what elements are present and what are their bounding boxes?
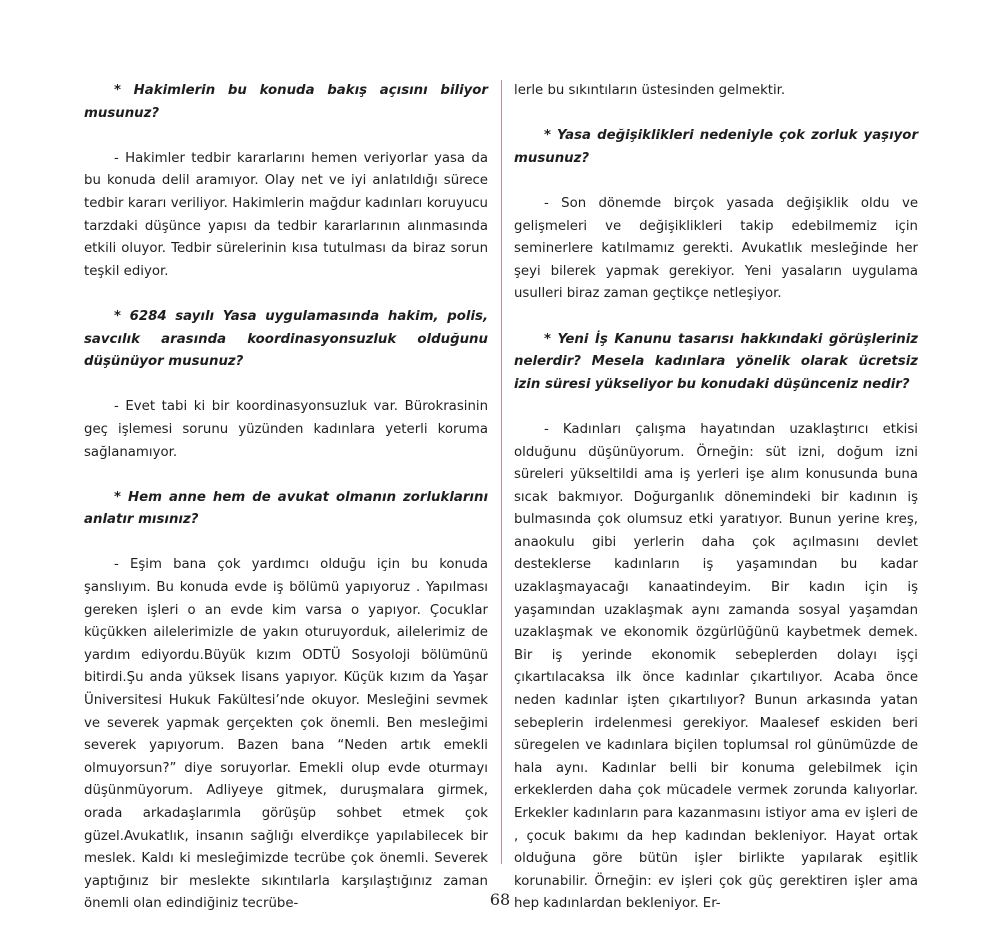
question-judges-perspective: * Hakimlerin bu konuda bakış açısını biliyor musunuz? bbox=[84, 83, 488, 121]
question-mother-lawyer: * Hem anne hem de avukat olmanın zorluklarını anlatır mısınız? bbox=[84, 489, 488, 528]
question-law-changes: * Yasa değişiklikleri nedeniyle çok zorluk yaşıyor musunuz? bbox=[514, 128, 918, 166]
answer-law-changes: - Son dönemde birçok yasada değişiklik oldu ve gelişmeleri ve değişiklikleri takip edebilmemiz için seminerlere katılmamız gerekti. Avukatlık mesleğinde her şeyi bilerek yapmak gerekiyor. Yeni yasaların uygulama usulleri biraz zaman geçtikçe netleşiyor. bbox=[514, 195, 918, 302]
left-column bbox=[84, 80, 488, 939]
answer-mother-lawyer: - Eşim bana çok yardımcı olduğu için bu konuda şanslıyım. Bu konuda evde iş bölümü yapıyoruz . Yapılması gereken işleri o an evde kim varsa o yapıyor. Çocuklar küçükken ailelerimizle de yakın oturuyorduk, ailelerimiz de yardım ediyordu.Büyük kızım ODTÜ Sosyoloji bölümünü bitirdi.Şu anda yüksek lisans yapıyor. Küçük kızım da Yaşar Üniversitesi Hukuk Fakültesi’nde okuyor. Mesleğini sevmek ve severek yapmak gerçekten çok önemli. Ben mesleğimi severek yapıyorum. Bazen bana “Neden artık emekli olmuyorsun?” diye soruyorlar. Emekli olup evde oturmayı düşünmüyorum. Adliyeye gitmek, duruşmalara girmek, orada arkadaşlarımla görüşüp sohbet etmek çok güzel.Avukatlık, insanın sağlığı elverdikçe yapılabilecek bir meslek. Kaldı ki mesleğimizde tecrübe çok önemli. Severek yaptığınız bir meslekte sıkıntılarla karşılaştığınız zaman önemli olan edindiğiniz tecrübe- bbox=[84, 557, 488, 912]
page-number: 68 bbox=[489, 890, 511, 909]
column-divider bbox=[501, 80, 502, 864]
question-coordination: * 6284 sayılı Yasa uygulamasında hakim, polis, savcılık arasında koordinasyonsuzluk olduğunu düşünüyor musunuz? bbox=[84, 308, 488, 370]
right-column bbox=[514, 80, 918, 939]
answer-coordination: - Evet tabi ki bir koordinasyonsuzluk var. Bürokrasinin geç işlemesi sorunu yüzünden kadınlara yeterli koruma sağlanamıyor. bbox=[84, 399, 488, 460]
answer-labor-law: - Kadınları çalışma hayatından uzaklaştırıcı etkisi olduğunu düşünüyorum. Örneğin: süt izni, doğum izni süreleri yükseltildi ama iş yerleri işe alım konusunda buna sıcak bakmıyor. Doğurganlık dönemindeki bir kadının iş bulmasında çok olumsuz etki yaratıyor. Bunun yerine kreş, anaokulu gibi yerlerin daha çok açılmasını devlet desteklerse kadınların iş yaşamından bu kadar uzaklaşmayacağı kanaatindeyim. Bir kadın için iş yaşamından uzaklaşmak aynı zamanda sosyal yaşamdan uzaklaşmak ve ekonomik özgürlüğünü kaybetmek demek. Bir iş yerinde ekonomik sebeplerden dolayı işçi çıkartılacaksa ilk önce kadınlar çıkartılıyor. Acaba önce neden kadınlar işten çıkartılıyor? Bunun arkasında yatan sebeplerin irdelenmesi gerekiyor. Maalesef eskiden beri süregelen ve kadınlara biçilen toplumsal rol günümüzde de hala aynı. Kadınlar belli bir konuma gelebilmek için erkeklerden daha çok mücadele vermek zorunda kalıyorlar. Erkekler kadınların para kazanmasını istiyor ama ev işleri de , çocuk bakımı da hep kadından bekleniyor. Hayat ortak olduğuna göre bütün işler birlikte yapılarak eşitlik korunabilir. Örneğin: ev işleri çok güç gerektiren işler ama hep kadınlardan bekleniyor. Er- bbox=[514, 421, 918, 912]
answer-continuation: lerle bu sıkıntıların üstesinden gelmektir. bbox=[514, 83, 786, 98]
answer-judges-perspective: - Hakimler tedbir kararlarını hemen veriyorlar yasa da bu konuda delil aramıyor. Olay net ve iyi anlatıldığı sürece tedbir kararı veriliyor. Hakimlerin mağdur kadınları koruyucu tarzdaki düşünce yapısı da tedbir kararlarının alınmasında etkili oluyor. Tedbir sürelerinin kısa tutulması da biraz sorun teşkil ediyor. bbox=[84, 150, 488, 279]
question-labor-law: * Yeni İş Kanunu tasarısı hakkındaki görüşleriniz nelerdir? Mesela kadınlara yönelik olarak ücretsiz izin süresi yükseliyor bu konudaki düşünceniz nedir? bbox=[514, 331, 918, 392]
